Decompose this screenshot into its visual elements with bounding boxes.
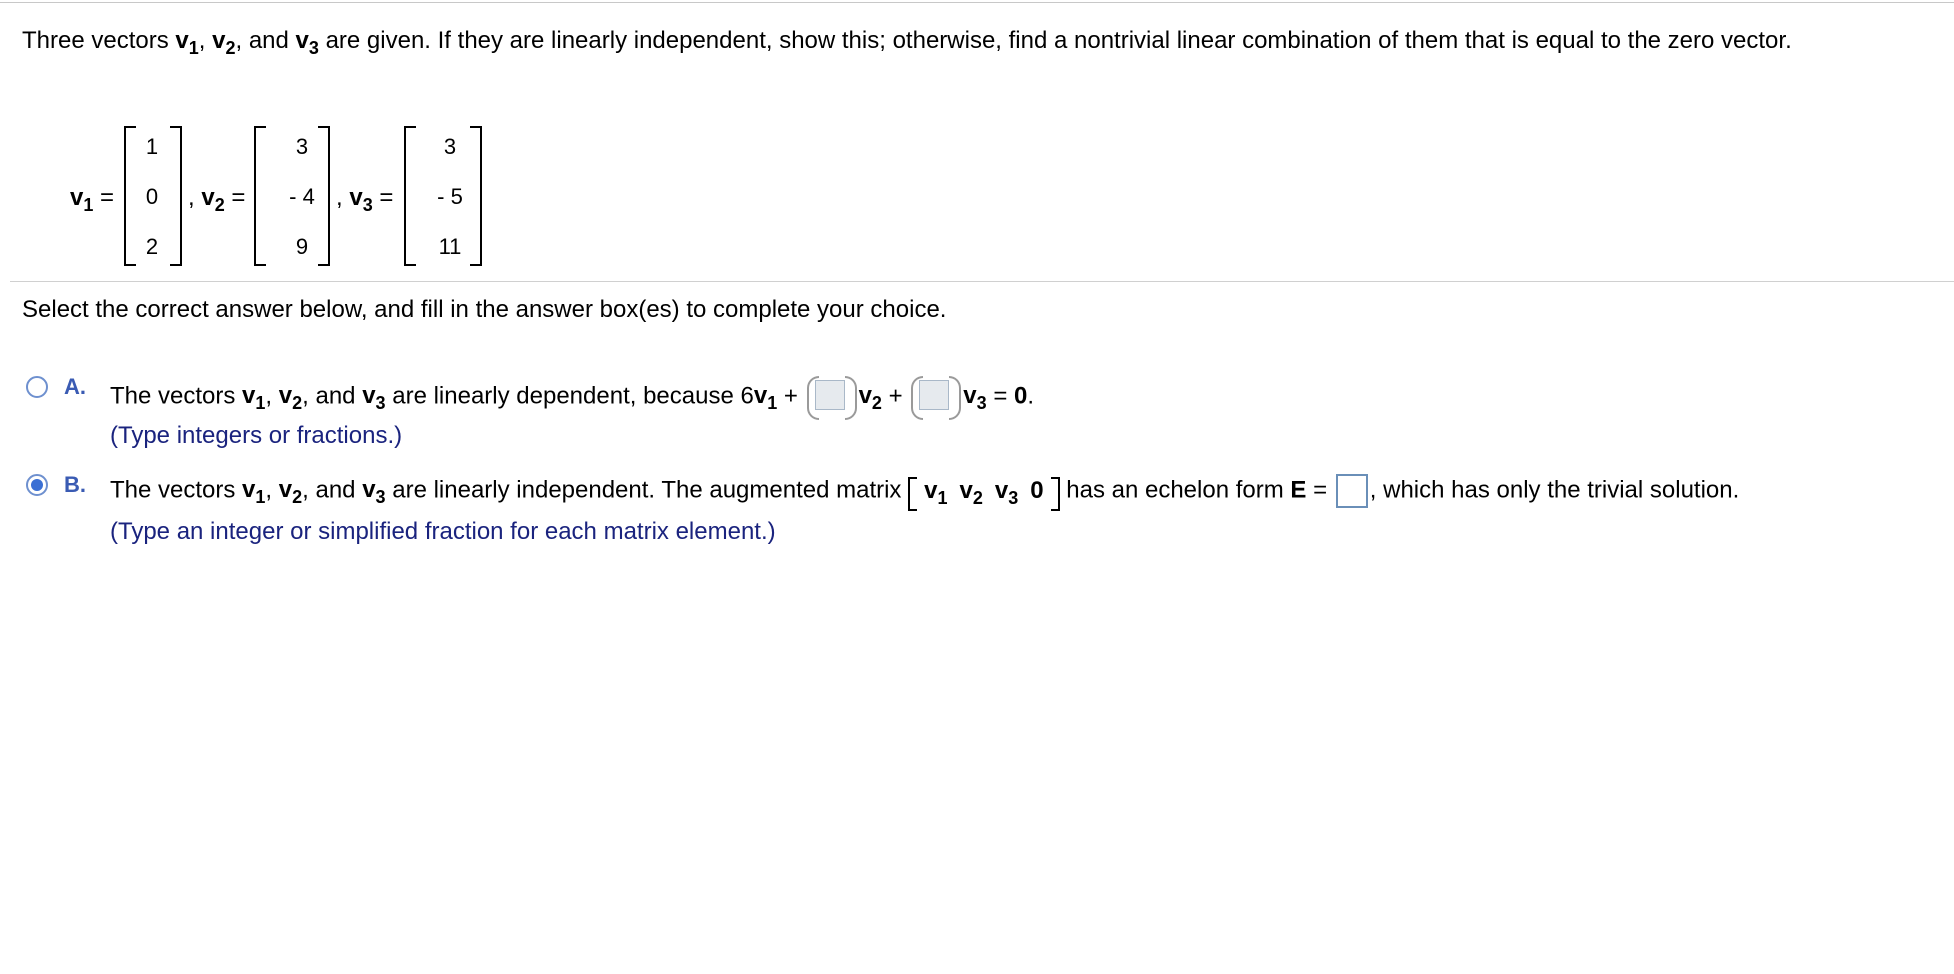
v1-entry: 1 — [145, 134, 159, 159]
option-b-radio[interactable] — [26, 474, 48, 496]
v1-entry: 0 — [145, 184, 159, 209]
v3-label: , $v_3$ = — [336, 184, 394, 215]
option-b-hint: (Type an integer or simplified fraction for each matrix element.) — [110, 518, 776, 545]
v2-entry: 3 — [295, 134, 309, 159]
v2-left-bracket — [254, 126, 266, 266]
v2-label: , $v_2$ = — [188, 184, 246, 215]
v3-left-bracket — [404, 126, 416, 266]
v3-entry: 11 — [438, 234, 462, 259]
v2-right-bracket — [318, 126, 330, 266]
top-divider — [0, 2, 1954, 3]
augmented-matrix: $v_1$ $v_2$ $v_3$ 0 — [908, 475, 1059, 507]
echelon-form-input[interactable] — [1336, 474, 1368, 508]
option-a-letter: A. — [64, 374, 86, 399]
instruction-text: Select the correct answer below, and fill in the answer box(es) to complete your choice. — [22, 296, 947, 323]
coefficient-v2-input[interactable] — [807, 376, 857, 418]
v1-label: $v_1$ = — [70, 184, 115, 215]
question-part: Three vectors — [22, 27, 176, 54]
v1-entry: 2 — [145, 234, 159, 259]
v2-symbol: $v_2$ — [212, 27, 236, 58]
v1-symbol: $v_1$ — [175, 27, 199, 58]
v3-symbol: $v_3$ — [295, 27, 319, 58]
question-rest: are given. If they are linearly independent, show this; otherwise, find a nontrivial linear combination of them that is equal to the zero vector. — [318, 27, 1792, 54]
option-a-hint: (Type integers or fractions.) — [110, 422, 403, 449]
v3-right-bracket — [470, 126, 482, 266]
coefficient-v3-input[interactable] — [911, 376, 961, 418]
v3-entry: - 5 — [437, 184, 463, 209]
v2-entry: 9 — [295, 234, 309, 259]
option-b-text: The vectors $v_1$, $v_2$, and $v_3$ are linearly independent. The augmented matrix $v_1$ $v_2$ $v_3$ 0 has an echelon form E = , which has only the trivial solution. — [110, 474, 1739, 508]
v1-right-bracket — [170, 126, 182, 266]
option-a-radio[interactable] — [26, 376, 48, 398]
vector-definitions — [0, 122, 520, 267]
option-b-letter: B. — [64, 472, 86, 497]
section-divider — [10, 281, 1954, 282]
option-a[interactable] — [22, 370, 1942, 460]
option-b[interactable] — [22, 470, 1942, 560]
option-a-text: The vectors $v_1$, $v_2$, and $v_3$ are linearly dependent, because $6v_1$ + $v_2$ + $v_3 = 0$. — [110, 376, 1034, 418]
v2-entry: - 4 — [289, 184, 315, 209]
question-text: Three vectors $v_1$, $v_2$, and $v_3$ are given. If they are linearly independent, show this; otherwise, find a nontrivial linear combination of them that is equal to the zero vector. — [22, 27, 1792, 58]
v3-entry: 3 — [443, 134, 457, 159]
